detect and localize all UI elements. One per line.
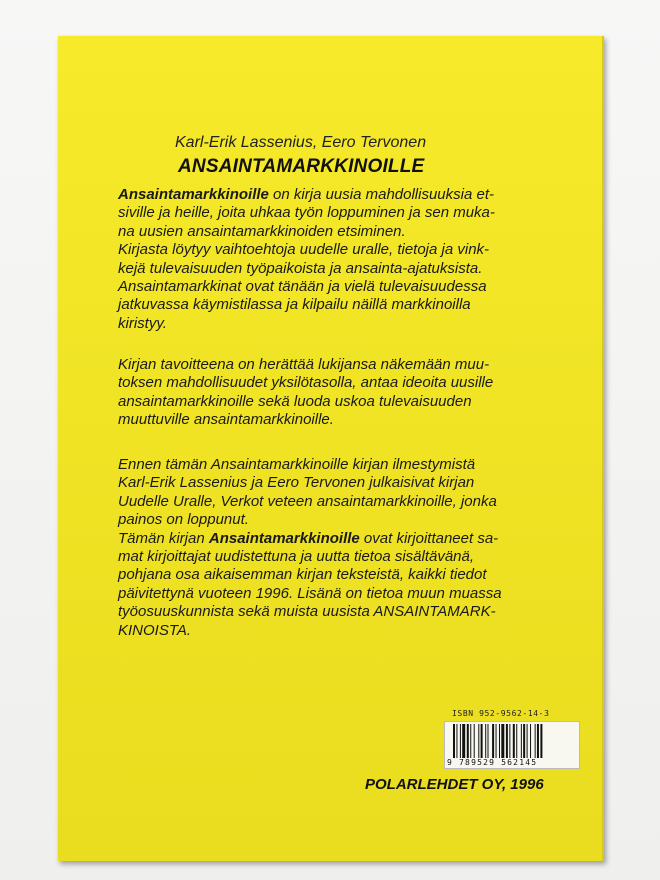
text-line: painos on loppunut. xyxy=(118,511,249,529)
publisher: POLARLEHDET OY, 1996 xyxy=(365,776,544,793)
text-line: kejä tulevaisuuden työpaikoista ja ansainta-ajatuksista. xyxy=(118,259,483,277)
barcode-bar xyxy=(467,724,469,758)
barcode-bar xyxy=(516,724,517,758)
text-line: siville ja heille, joita uhkaa työn loppuminen ja sen muka- xyxy=(118,204,495,222)
text-line: jatkuvassa käymistilassa ja kilpailu näillä markkinoilla xyxy=(118,296,471,314)
paragraph-1 xyxy=(118,186,568,333)
barcode-bar xyxy=(540,724,542,758)
barcode-bar xyxy=(513,724,515,758)
barcode-bar xyxy=(527,724,528,758)
barcode-bar xyxy=(535,724,536,758)
bold-term: Ansaintamarkkinoille xyxy=(208,529,360,547)
text-line: Ennen tämän Ansaintamarkkinoille kirjan ilmestymistä xyxy=(118,456,476,473)
text-line xyxy=(118,530,568,548)
barcode-bar xyxy=(521,724,522,758)
barcode-bar xyxy=(496,724,497,758)
barcode-bar xyxy=(460,724,461,758)
barcode-bar xyxy=(488,724,489,758)
barcode-bar xyxy=(537,724,539,758)
text-line xyxy=(118,186,568,204)
barcode-bar xyxy=(470,724,471,758)
text-line: toksen mahdollisuudet yksilötasolla, antaa ideoita uusille xyxy=(118,374,494,392)
barcode-bar xyxy=(462,724,465,758)
text-line: Kirjasta löytyy vaihtoehtoja uudelle uralle, tietoja ja vink- xyxy=(118,241,490,259)
barcode-bars-icon xyxy=(453,724,571,758)
text-line: kiristyy. xyxy=(118,314,167,332)
barcode-bar xyxy=(530,724,531,758)
line-text: Tämän kirjan xyxy=(118,529,209,547)
line-text: ovat kirjoittaneet sa- xyxy=(359,529,499,547)
text-line: muuttuville ansaintamarkkinoille. xyxy=(118,411,334,429)
text-line: KINOISTA. xyxy=(118,621,192,639)
text-line: työosuuskunnista sekä muista uusista ANSAINTAMARK- xyxy=(118,603,496,621)
text-line: Ansaintamarkkinat ovat tänään ja vielä tulevaisuudessa xyxy=(118,278,487,296)
line-text: on kirja uusia mahdollisuuksia et- xyxy=(268,186,495,203)
text-line: Kirjan tavoitteena on herättää lukijansa näkemään muu- xyxy=(118,356,490,373)
barcode-bar xyxy=(506,724,508,758)
text-line: päivitettynä vuoteen 1996. Lisänä on tietoa muun muassa xyxy=(118,584,502,602)
barcode-bar xyxy=(481,724,483,758)
authors: Karl-Erik Lassenius, Eero Tervonen xyxy=(175,134,427,151)
text-line: ansaintamarkkinoille sekä luoda uskoa tulevaisuuden xyxy=(118,392,472,410)
barcode-bar xyxy=(478,724,479,758)
barcode-number: 9 789529 562145 xyxy=(447,758,538,767)
barcode-bar xyxy=(474,724,475,758)
text-line: mat kirjoittajat uudistettuna ja uutta tietoa sisältävänä, xyxy=(118,548,475,566)
text-line: pohjana osa aikaisemman kirjan teksteistä, kaikki tiedot xyxy=(118,566,487,584)
barcode xyxy=(444,721,580,769)
book-title: ANSAINTAMARKKINOILLE xyxy=(178,156,425,177)
barcode-bar xyxy=(492,724,494,758)
barcode-bar xyxy=(499,724,500,758)
paragraph-3 xyxy=(118,456,568,640)
text-line: Karl-Erik Lassenius ja Eero Tervonen julkaisivat kirjan xyxy=(118,474,475,492)
barcode-bar xyxy=(456,724,457,758)
text-line: Uudelle Uralle, Verkot veteen ansaintamarkkinoille, jonka xyxy=(118,492,497,510)
barcode-bar xyxy=(509,724,510,758)
barcode-bar xyxy=(485,724,486,758)
isbn-label: ISBN 952-9562-14-3 xyxy=(452,709,550,718)
paragraph-2 xyxy=(118,356,568,430)
barcode-bar xyxy=(501,724,504,758)
text-line: na uusien ansaintamarkkinoiden etsiminen. xyxy=(118,222,406,240)
barcode-bar xyxy=(453,724,455,758)
bold-term: Ansaintamarkkinoille xyxy=(118,186,269,203)
barcode-bar xyxy=(523,724,525,758)
